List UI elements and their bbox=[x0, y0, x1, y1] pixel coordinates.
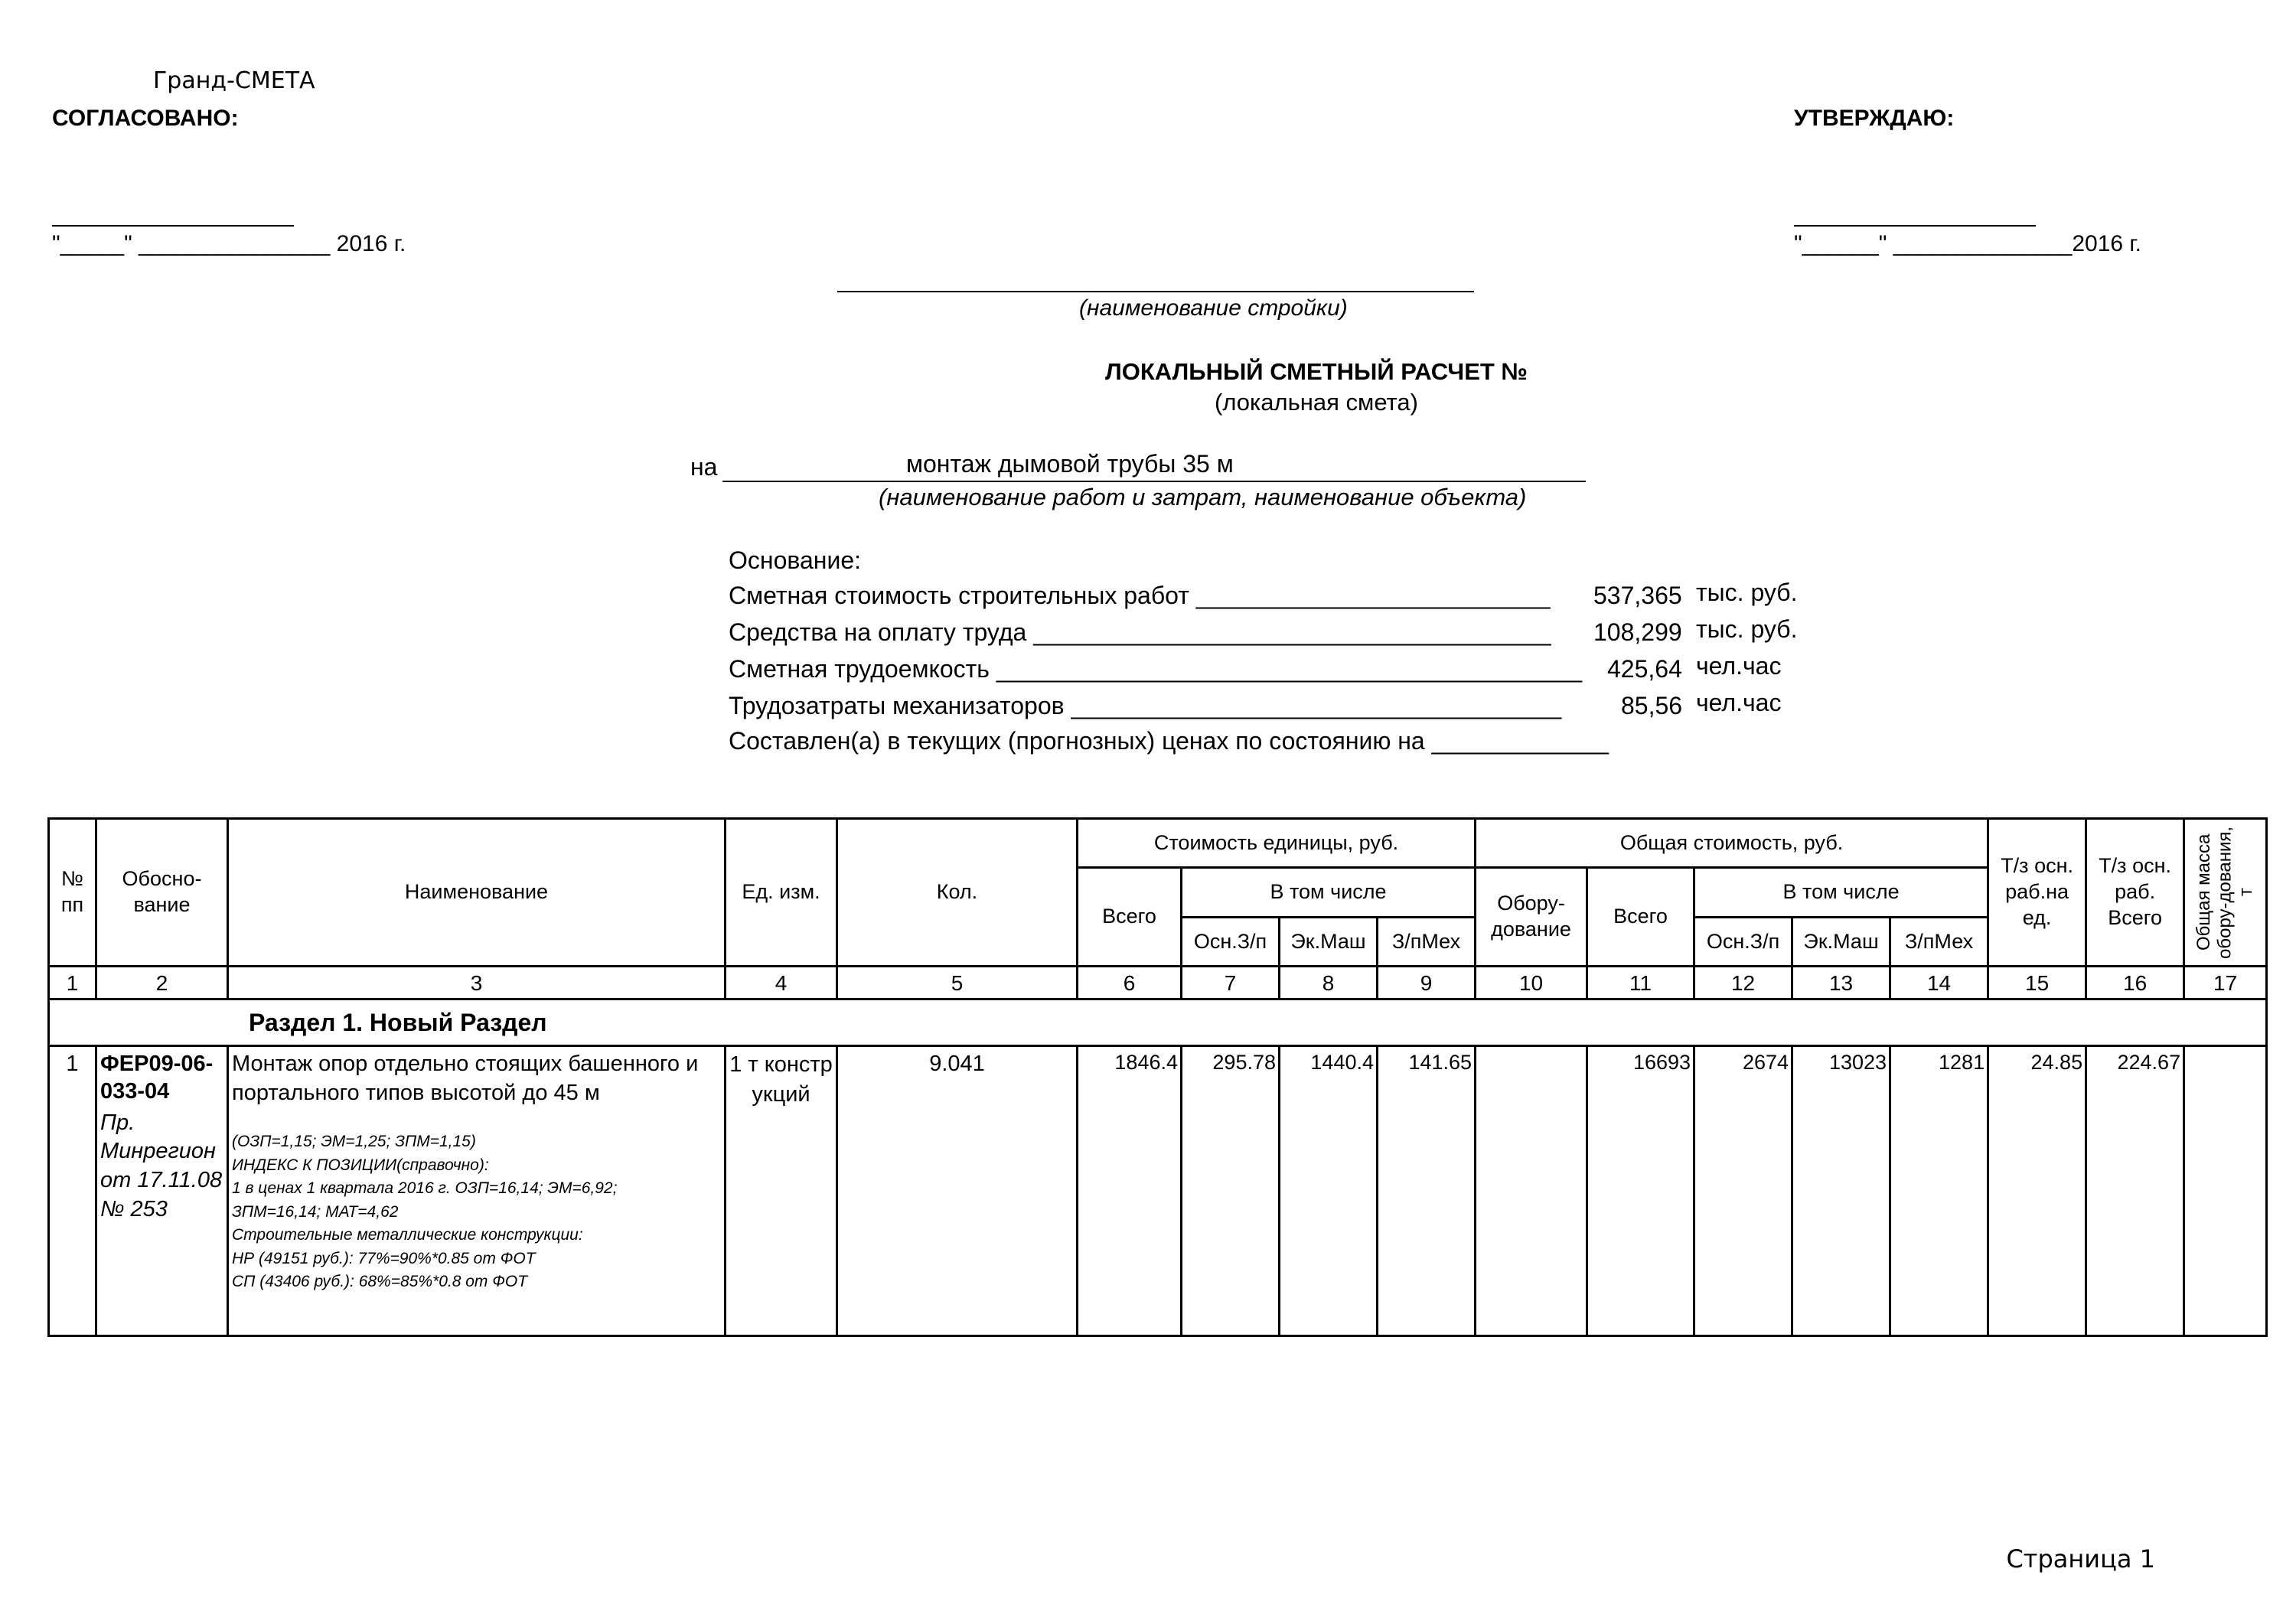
column-number: 7 bbox=[1182, 967, 1280, 1000]
header-num: № пп bbox=[49, 819, 96, 967]
column-number: 2 bbox=[96, 967, 228, 1000]
estimate-table bbox=[47, 817, 2268, 1337]
object-name-line bbox=[722, 481, 1586, 482]
section-title: Раздел 1. Новый Раздел bbox=[49, 1000, 2267, 1046]
row-total-ek-mash: 13023 bbox=[1792, 1046, 1890, 1336]
basis-row-unit: тыс. руб. bbox=[1696, 615, 1798, 643]
row-total-zp-mekh: 1281 bbox=[1890, 1046, 1988, 1336]
row-note: ЗПМ=16,14; МАТ=4,62 bbox=[232, 1202, 399, 1221]
row-name: Монтаж опор отдельно стоящих башенного и портального типов высотой до 45 м bbox=[232, 1052, 699, 1105]
row-code: ФЕР09-06-033-04 bbox=[100, 1052, 214, 1104]
estimate-title: ЛОКАЛЬНЫЙ СМЕТНЫЙ РАСЧЕТ № bbox=[1104, 358, 1528, 385]
row-note: НР (49151 руб.): 77%=90%*0.85 от ФОТ bbox=[232, 1249, 536, 1267]
header-unit-ek-mash: Эк.Маш bbox=[1280, 918, 1378, 967]
construction-caption: (наименование стройки) bbox=[1079, 295, 1348, 321]
row-total-osn-zp: 2674 bbox=[1694, 1046, 1792, 1336]
right-date: "______" ______________2016 г. bbox=[1794, 231, 2142, 256]
row-total: 16693 bbox=[1587, 1046, 1694, 1336]
row-note: ИНДЕКС К ПОЗИЦИИ(справочно): bbox=[232, 1156, 489, 1174]
basis-row-label: Сметная стоимость строительных работ __________________________ bbox=[729, 582, 1551, 609]
row-unit-ek-mash: 1440.4 bbox=[1280, 1046, 1378, 1336]
header-equipment: Обору-дование bbox=[1476, 868, 1587, 967]
header-unit-cost: Стоимость единицы, руб. bbox=[1078, 819, 1476, 868]
header-mass-text: Общая масса обору-дования, т bbox=[2193, 826, 2257, 959]
row-notes bbox=[232, 1130, 721, 1293]
row-qty: 9.041 bbox=[837, 1046, 1078, 1336]
column-number: 13 bbox=[1792, 967, 1890, 1000]
header-name: Наименование bbox=[228, 819, 726, 967]
row-unit-total: 1846.4 bbox=[1078, 1046, 1182, 1336]
column-number: 6 bbox=[1078, 967, 1182, 1000]
basis-row-value: 108,299 bbox=[1593, 618, 1682, 646]
row-note: (ОЗП=1,15; ЭМ=1,25; ЗПМ=1,15) bbox=[232, 1133, 476, 1151]
row-note: Строительные металлические конструкции: bbox=[232, 1226, 583, 1244]
row-name-cell bbox=[228, 1046, 726, 1336]
column-number: 5 bbox=[837, 967, 1078, 1000]
header-total-ek-mash: Эк.Маш bbox=[1792, 918, 1890, 967]
basis-row-unit: чел.час bbox=[1696, 652, 1782, 680]
column-number-row bbox=[49, 967, 2267, 1000]
left-date: "_____" _______________ 2016 г. bbox=[52, 231, 406, 256]
row-unit: 1 т конструкций bbox=[726, 1046, 837, 1336]
prices-note: Составлен(а) в текущих (прогнозных) ценах по состоянию на _____________ bbox=[729, 727, 1609, 755]
row-mass bbox=[2184, 1046, 2267, 1336]
basis-row-value: 85,56 bbox=[1621, 692, 1683, 719]
header-total-zp-mekh: З/пМех bbox=[1890, 918, 1988, 967]
header-total-osn-zp: Осн.З/п bbox=[1694, 918, 1792, 967]
column-number: 8 bbox=[1280, 967, 1378, 1000]
estimate-subtitle: (локальная смета) bbox=[1215, 389, 1418, 416]
column-number: 11 bbox=[1587, 967, 1694, 1000]
construction-name-line bbox=[837, 291, 1474, 292]
header-basis: Обосно-вание bbox=[96, 819, 228, 967]
row-basis bbox=[96, 1046, 228, 1336]
page-number: Страница 1 bbox=[2006, 1544, 2155, 1573]
column-number: 9 bbox=[1378, 967, 1476, 1000]
row-tz-total: 224.67 bbox=[2086, 1046, 2184, 1336]
approved-right-title: УТВЕРЖДАЮ: bbox=[1794, 106, 1955, 131]
row-equipment bbox=[1476, 1046, 1587, 1336]
header-unit-total: Всего bbox=[1078, 868, 1182, 967]
header-qty: Кол. bbox=[837, 819, 1078, 967]
header-mass bbox=[2184, 819, 2267, 967]
header-total-including: В том числе bbox=[1694, 868, 1988, 918]
object-caption: (наименование работ и затрат, наименование объекта) bbox=[879, 484, 1527, 510]
approved-left-title: СОГЛАСОВАНО: bbox=[52, 106, 239, 131]
basis-row-label: Сметная трудоемкость ___________________________________________ bbox=[729, 655, 1583, 683]
column-number: 14 bbox=[1890, 967, 1988, 1000]
row-note: 1 в ценах 1 квартала 2016 г. ОЗП=16,14; ЭМ=6,92; bbox=[232, 1179, 618, 1198]
column-number: 1 bbox=[49, 967, 96, 1000]
column-number: 3 bbox=[228, 967, 726, 1000]
column-number: 15 bbox=[1988, 967, 2086, 1000]
header-total-cost: Общая стоимость, руб. bbox=[1476, 819, 1988, 868]
row-num: 1 bbox=[49, 1046, 96, 1336]
column-number: 10 bbox=[1476, 967, 1587, 1000]
row-tz-unit: 24.85 bbox=[1988, 1046, 2086, 1336]
table-row bbox=[49, 1046, 2267, 1336]
column-number: 16 bbox=[2086, 967, 2184, 1000]
row-code-ref: Пр. Минрегион от 17.11.08 № 253 bbox=[100, 1110, 223, 1221]
right-signature-line bbox=[1794, 225, 2036, 227]
row-unit-osn-zp: 295.78 bbox=[1182, 1046, 1280, 1336]
header-unit-including: В том числе bbox=[1182, 868, 1476, 918]
basis-row-unit: чел.час bbox=[1696, 689, 1782, 716]
basis-row-value: 425,64 bbox=[1607, 655, 1682, 683]
header-tz-unit: Т/з осн. раб.на ед. bbox=[1988, 819, 2086, 967]
row-unit-zp-mekh: 141.65 bbox=[1378, 1046, 1476, 1336]
header-tz-total: Т/з осн. раб. Всего bbox=[2086, 819, 2184, 967]
object-prefix: на bbox=[690, 453, 718, 481]
header-unit-zp-mekh: З/пМех bbox=[1378, 918, 1476, 967]
basis-row-unit: тыс. руб. bbox=[1696, 579, 1798, 606]
basis-row-value: 537,365 bbox=[1593, 582, 1682, 609]
object-name: монтаж дымовой трубы 35 м bbox=[906, 450, 1234, 478]
header-unit-osn-zp: Осн.З/п bbox=[1182, 918, 1280, 967]
column-number: 17 bbox=[2184, 967, 2267, 1000]
header-unit: Ед. изм. bbox=[726, 819, 837, 967]
left-signature-line bbox=[52, 225, 294, 227]
program-name: Гранд-СМЕТА bbox=[153, 67, 315, 94]
basis-label: Основание: bbox=[729, 546, 862, 574]
header-total-all: Всего bbox=[1587, 868, 1694, 967]
row-note: СП (43406 руб.): 68%=85%*0.8 от ФОТ bbox=[232, 1273, 528, 1290]
column-number: 4 bbox=[726, 967, 837, 1000]
basis-row-label: Средства на оплату труда ______________________________________ bbox=[729, 618, 1551, 646]
column-number: 12 bbox=[1694, 967, 1792, 1000]
basis-row-label: Трудозатраты механизаторов ____________________________________ bbox=[729, 692, 1562, 719]
